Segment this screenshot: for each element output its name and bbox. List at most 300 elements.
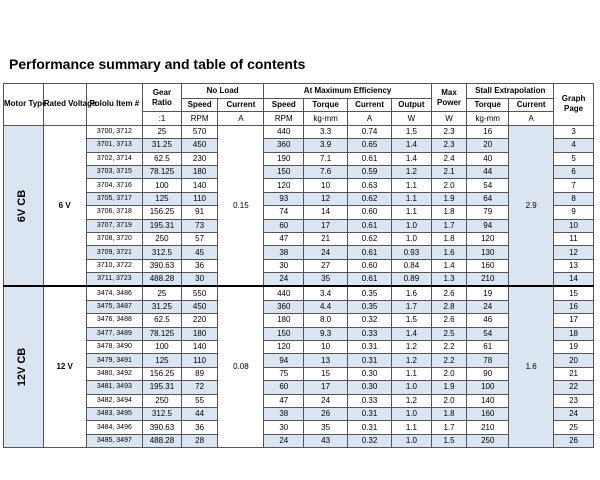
max-power-cell: 2.2 — [431, 354, 467, 367]
max-power-cell: 2.0 — [431, 394, 467, 407]
nl-speed-cell: 28 — [181, 434, 218, 447]
me-speed-cell: 38 — [264, 246, 304, 259]
gear-ratio-cell: 25 — [143, 125, 182, 138]
graph-page-cell: 9 — [554, 206, 594, 219]
me-speed-cell: 75 — [264, 367, 304, 380]
max-power-cell: 1.4 — [431, 259, 467, 272]
item-cell: 3706, 3718 — [86, 206, 142, 219]
nl-speed-cell: 30 — [181, 273, 218, 287]
nl-speed-cell: 180 — [181, 165, 218, 178]
nl-speed-cell: 110 — [181, 354, 218, 367]
me-torque-cell: 4.4 — [304, 300, 348, 313]
gear-ratio-cell: 100 — [143, 341, 182, 354]
me-speed-cell: 24 — [264, 273, 304, 287]
unit-nl-current: A — [218, 112, 264, 125]
unit-me-current: A — [348, 112, 392, 125]
graph-page-cell: 23 — [554, 394, 594, 407]
gear-ratio-cell: 125 — [143, 354, 182, 367]
me-speed-cell: 180 — [264, 314, 304, 327]
max-power-cell: 2.8 — [431, 300, 467, 313]
max-power-cell: 2.4 — [431, 152, 467, 165]
table-header — [4, 84, 594, 126]
nl-speed-cell: 55 — [181, 394, 218, 407]
gear-ratio-cell: 125 — [143, 192, 182, 205]
me-torque-cell: 21 — [304, 232, 348, 245]
stall-torque-cell: 16 — [467, 125, 509, 138]
col-me-torque: Torque — [304, 99, 348, 112]
me-speed-cell: 440 — [264, 286, 304, 300]
me-torque-cell: 14 — [304, 206, 348, 219]
max-power-cell: 1.7 — [431, 219, 467, 232]
graph-page-cell: 25 — [554, 421, 594, 434]
stall-current-cell: 1.6 — [509, 286, 554, 447]
stall-torque-cell: 19 — [467, 286, 509, 300]
me-current-cell: 0.32 — [348, 434, 392, 447]
me-speed-cell: 150 — [264, 165, 304, 178]
me-output-cell: 1.2 — [392, 341, 432, 354]
item-cell: 3483, 3495 — [86, 407, 142, 420]
stall-torque-cell: 61 — [467, 341, 509, 354]
table-row — [4, 179, 594, 192]
max-power-cell: 1.9 — [431, 381, 467, 394]
me-speed-cell: 38 — [264, 407, 304, 420]
max-power-cell: 1.9 — [431, 192, 467, 205]
stall-torque-cell: 54 — [467, 179, 509, 192]
max-power-cell: 1.6 — [431, 246, 467, 259]
me-output-cell: 1.1 — [392, 367, 432, 380]
graph-page-cell: 20 — [554, 354, 594, 367]
unit-me-torque: kg-mm — [304, 112, 348, 125]
me-torque-cell: 35 — [304, 421, 348, 434]
me-speed-cell: 47 — [264, 232, 304, 245]
stall-torque-cell: 250 — [467, 434, 509, 447]
unit-stall-torque: kg-mm — [467, 112, 509, 125]
max-power-cell: 1.8 — [431, 206, 467, 219]
me-current-cell: 0.35 — [348, 286, 392, 300]
me-torque-cell: 26 — [304, 407, 348, 420]
col-motor-type: Motor Type — [4, 84, 44, 126]
item-cell: 3482, 3494 — [86, 394, 142, 407]
me-torque-cell: 35 — [304, 273, 348, 287]
me-current-cell: 0.60 — [348, 206, 392, 219]
item-cell: 3474, 3486 — [86, 286, 142, 300]
table-row — [4, 125, 594, 138]
item-cell: 3485, 3497 — [86, 434, 142, 447]
me-torque-cell: 17 — [304, 219, 348, 232]
page-title: Performance summary and table of contents — [9, 56, 306, 72]
me-current-cell: 0.61 — [348, 246, 392, 259]
item-cell: 3476, 3488 — [86, 314, 142, 327]
me-output-cell: 0.84 — [392, 259, 432, 272]
table-row — [4, 165, 594, 178]
me-current-cell: 0.31 — [348, 354, 392, 367]
unit-stall-current: A — [509, 112, 554, 125]
me-output-cell: 1.2 — [392, 165, 432, 178]
me-torque-cell: 7.1 — [304, 152, 348, 165]
item-cell: 3708, 3720 — [86, 232, 142, 245]
stall-torque-cell: 64 — [467, 192, 509, 205]
me-speed-cell: 24 — [264, 434, 304, 447]
nl-speed-cell: 180 — [181, 327, 218, 340]
graph-page-cell: 7 — [554, 179, 594, 192]
stall-torque-cell: 130 — [467, 246, 509, 259]
me-current-cell: 0.30 — [348, 367, 392, 380]
stall-torque-cell: 120 — [467, 232, 509, 245]
table-row — [4, 232, 594, 245]
graph-page-cell: 21 — [554, 367, 594, 380]
me-current-cell: 0.60 — [348, 259, 392, 272]
item-cell: 3484, 3496 — [86, 421, 142, 434]
performance-table — [3, 83, 594, 448]
max-power-cell: 2.2 — [431, 341, 467, 354]
no-load-current-cell: 0.15 — [218, 125, 264, 286]
gear-ratio-cell: 390.63 — [143, 259, 182, 272]
item-cell: 3705, 3717 — [86, 192, 142, 205]
me-output-cell: 1.5 — [392, 314, 432, 327]
graph-page-cell: 14 — [554, 273, 594, 287]
nl-speed-cell: 550 — [181, 286, 218, 300]
graph-page-cell: 4 — [554, 139, 594, 152]
col-gear-ratio: Gear Ratio — [143, 84, 182, 112]
me-torque-cell: 27 — [304, 259, 348, 272]
stall-torque-cell: 44 — [467, 165, 509, 178]
stall-torque-cell: 100 — [467, 381, 509, 394]
max-power-cell: 1.3 — [431, 273, 467, 287]
graph-page-cell: 26 — [554, 434, 594, 447]
me-speed-cell: 47 — [264, 394, 304, 407]
gear-ratio-cell: 488.28 — [143, 434, 182, 447]
max-power-cell: 2.5 — [431, 327, 467, 340]
me-speed-cell: 360 — [264, 300, 304, 313]
me-output-cell: 1.0 — [392, 407, 432, 420]
table-row — [4, 381, 594, 394]
me-current-cell: 0.74 — [348, 125, 392, 138]
table-row — [4, 246, 594, 259]
gear-ratio-cell: 25 — [143, 286, 182, 300]
graph-page-cell: 18 — [554, 327, 594, 340]
me-output-cell: 1.0 — [392, 434, 432, 447]
me-torque-cell: 13 — [304, 354, 348, 367]
me-speed-cell: 60 — [264, 219, 304, 232]
gear-ratio-cell: 195.31 — [143, 381, 182, 394]
graph-page-cell: 5 — [554, 152, 594, 165]
me-torque-cell: 9.3 — [304, 327, 348, 340]
col-stall-extrapolation: Stall Extrapolation — [467, 84, 554, 99]
col-nl-speed: Speed — [181, 99, 218, 112]
item-cell: 3478, 3490 — [86, 341, 142, 354]
max-power-cell: 2.1 — [431, 165, 467, 178]
gear-ratio-cell: 488.28 — [143, 273, 182, 287]
table-row — [4, 434, 594, 447]
col-graph-page: Graph Page — [554, 84, 594, 126]
item-cell: 3704, 3716 — [86, 179, 142, 192]
nl-speed-cell: 91 — [181, 206, 218, 219]
table-body — [4, 125, 594, 447]
me-output-cell: 1.4 — [392, 327, 432, 340]
table-row — [4, 273, 594, 287]
nl-speed-cell: 140 — [181, 341, 218, 354]
graph-page-cell: 24 — [554, 407, 594, 420]
stall-torque-cell: 160 — [467, 259, 509, 272]
me-output-cell: 1.0 — [392, 232, 432, 245]
gear-ratio-cell: 250 — [143, 232, 182, 245]
table-row — [4, 327, 594, 340]
graph-page-cell: 17 — [554, 314, 594, 327]
table-row — [4, 259, 594, 272]
rated-voltage-cell: 12 V — [43, 286, 86, 447]
table-row — [4, 300, 594, 313]
me-torque-cell: 7.6 — [304, 165, 348, 178]
item-cell: 3702, 3714 — [86, 152, 142, 165]
col-no-load: No Load — [181, 84, 264, 99]
gear-ratio-cell: 250 — [143, 394, 182, 407]
me-output-cell: 1.7 — [392, 300, 432, 313]
me-output-cell: 1.0 — [392, 381, 432, 394]
me-speed-cell: 120 — [264, 341, 304, 354]
item-cell: 3703, 3715 — [86, 165, 142, 178]
me-torque-cell: 24 — [304, 394, 348, 407]
me-torque-cell: 12 — [304, 192, 348, 205]
stall-torque-cell: 54 — [467, 327, 509, 340]
table-row — [4, 407, 594, 420]
nl-speed-cell: 140 — [181, 179, 218, 192]
gear-ratio-cell: 62.5 — [143, 152, 182, 165]
graph-page-cell: 13 — [554, 259, 594, 272]
stall-torque-cell: 210 — [467, 421, 509, 434]
col-me-speed: Speed — [264, 99, 304, 112]
gear-ratio-cell: 312.5 — [143, 246, 182, 259]
max-power-cell: 2.0 — [431, 179, 467, 192]
item-cell: 3709, 3721 — [86, 246, 142, 259]
graph-page-cell: 15 — [554, 286, 594, 300]
me-output-cell: 1.1 — [392, 421, 432, 434]
me-speed-cell: 30 — [264, 421, 304, 434]
unit-max-power: W — [431, 112, 467, 125]
me-speed-cell: 120 — [264, 179, 304, 192]
me-speed-cell: 60 — [264, 381, 304, 394]
nl-speed-cell: 570 — [181, 125, 218, 138]
graph-page-cell: 3 — [554, 125, 594, 138]
me-torque-cell: 8.0 — [304, 314, 348, 327]
stall-torque-cell: 94 — [467, 219, 509, 232]
item-cell: 3701, 3713 — [86, 139, 142, 152]
me-current-cell: 0.31 — [348, 421, 392, 434]
stall-torque-cell: 78 — [467, 354, 509, 367]
table-row — [4, 219, 594, 232]
me-current-cell: 0.31 — [348, 407, 392, 420]
nl-speed-cell: 89 — [181, 367, 218, 380]
item-cell: 3481, 3493 — [86, 381, 142, 394]
item-cell: 3477, 3489 — [86, 327, 142, 340]
me-output-cell: 0.93 — [392, 246, 432, 259]
me-speed-cell: 30 — [264, 259, 304, 272]
item-cell: 3480, 3492 — [86, 367, 142, 380]
gear-ratio-cell: 62.5 — [143, 314, 182, 327]
nl-speed-cell: 450 — [181, 139, 218, 152]
nl-speed-cell: 45 — [181, 246, 218, 259]
me-current-cell: 0.31 — [348, 341, 392, 354]
table-row — [4, 139, 594, 152]
unit-gear-ratio: :1 — [143, 112, 182, 125]
item-cell: 3475, 3487 — [86, 300, 142, 313]
me-torque-cell: 3.3 — [304, 125, 348, 138]
graph-page-cell: 19 — [554, 341, 594, 354]
max-power-cell: 1.5 — [431, 434, 467, 447]
rated-voltage-cell: 6 V — [43, 125, 86, 286]
unit-me-output: W — [392, 112, 432, 125]
me-current-cell: 0.62 — [348, 232, 392, 245]
graph-page-cell: 10 — [554, 219, 594, 232]
me-output-cell: 1.4 — [392, 152, 432, 165]
graph-page-cell: 16 — [554, 300, 594, 313]
col-at-max-efficiency: At Maximum Efficiency — [264, 84, 431, 99]
me-speed-cell: 74 — [264, 206, 304, 219]
table-row — [4, 192, 594, 205]
item-cell: 3710, 3722 — [86, 259, 142, 272]
stall-torque-cell: 90 — [467, 367, 509, 380]
col-me-output: Output — [392, 99, 432, 112]
me-output-cell: 1.5 — [392, 125, 432, 138]
table-row — [4, 341, 594, 354]
table-row — [4, 286, 594, 300]
me-output-cell: 1.6 — [392, 286, 432, 300]
nl-speed-cell: 230 — [181, 152, 218, 165]
nl-speed-cell: 36 — [181, 421, 218, 434]
gear-ratio-cell: 31.25 — [143, 300, 182, 313]
graph-page-cell: 11 — [554, 232, 594, 245]
me-torque-cell: 10 — [304, 341, 348, 354]
me-torque-cell: 10 — [304, 179, 348, 192]
gear-ratio-cell: 31.25 — [143, 139, 182, 152]
me-torque-cell: 3.9 — [304, 139, 348, 152]
no-load-current-cell: 0.08 — [218, 286, 264, 447]
me-current-cell: 0.65 — [348, 139, 392, 152]
stall-torque-cell: 46 — [467, 314, 509, 327]
nl-speed-cell: 36 — [181, 259, 218, 272]
unit-me-speed: RPM — [264, 112, 304, 125]
col-nl-current: Current — [218, 99, 264, 112]
me-current-cell: 0.63 — [348, 179, 392, 192]
max-power-cell: 2.0 — [431, 367, 467, 380]
motor-type-cell — [4, 286, 44, 447]
table-row — [4, 367, 594, 380]
nl-speed-cell: 44 — [181, 407, 218, 420]
col-stall-torque: Torque — [467, 99, 509, 112]
graph-page-cell: 22 — [554, 381, 594, 394]
me-current-cell: 0.59 — [348, 165, 392, 178]
graph-page-cell: 8 — [554, 192, 594, 205]
gear-ratio-cell: 156.25 — [143, 367, 182, 380]
me-output-cell: 0.89 — [392, 273, 432, 287]
stall-torque-cell: 20 — [467, 139, 509, 152]
me-current-cell: 0.33 — [348, 327, 392, 340]
me-current-cell: 0.35 — [348, 300, 392, 313]
max-power-cell: 1.7 — [431, 421, 467, 434]
me-output-cell: 1.0 — [392, 219, 432, 232]
item-cell: 3479, 3491 — [86, 354, 142, 367]
col-me-current: Current — [348, 99, 392, 112]
me-current-cell: 0.61 — [348, 219, 392, 232]
me-speed-cell: 440 — [264, 125, 304, 138]
stall-torque-cell: 79 — [467, 206, 509, 219]
gear-ratio-cell: 312.5 — [143, 407, 182, 420]
stall-torque-cell: 140 — [467, 394, 509, 407]
me-current-cell: 0.32 — [348, 314, 392, 327]
graph-page-cell: 12 — [554, 246, 594, 259]
table-row — [4, 152, 594, 165]
nl-speed-cell: 110 — [181, 192, 218, 205]
table-row — [4, 314, 594, 327]
graph-page-cell: 6 — [554, 165, 594, 178]
table-row — [4, 394, 594, 407]
me-torque-cell: 15 — [304, 367, 348, 380]
me-speed-cell: 360 — [264, 139, 304, 152]
me-output-cell: 1.1 — [392, 179, 432, 192]
stall-torque-cell: 40 — [467, 152, 509, 165]
table-row — [4, 206, 594, 219]
me-torque-cell: 43 — [304, 434, 348, 447]
nl-speed-cell: 220 — [181, 314, 218, 327]
nl-speed-cell: 57 — [181, 232, 218, 245]
me-output-cell: 1.2 — [392, 394, 432, 407]
stall-current-cell: 2.9 — [509, 125, 554, 286]
gear-ratio-cell: 100 — [143, 179, 182, 192]
me-output-cell: 1.1 — [392, 206, 432, 219]
table-row — [4, 354, 594, 367]
me-current-cell: 0.62 — [348, 192, 392, 205]
me-current-cell: 0.33 — [348, 394, 392, 407]
max-power-cell: 1.8 — [431, 232, 467, 245]
me-torque-cell: 3.4 — [304, 286, 348, 300]
motor-type-label: 12V CB — [16, 348, 29, 387]
gear-ratio-cell: 156.25 — [143, 206, 182, 219]
me-speed-cell: 94 — [264, 354, 304, 367]
me-torque-cell: 17 — [304, 381, 348, 394]
me-current-cell: 0.61 — [348, 152, 392, 165]
stall-torque-cell: 210 — [467, 273, 509, 287]
item-cell: 3711, 3723 — [86, 273, 142, 287]
max-power-cell: 2.3 — [431, 139, 467, 152]
me-torque-cell: 24 — [304, 246, 348, 259]
col-rated-voltage: Rated Voltage — [43, 84, 86, 126]
col-pololu-item: Pololu Item # — [86, 84, 142, 126]
unit-nl-speed: RPM — [181, 112, 218, 125]
nl-speed-cell: 450 — [181, 300, 218, 313]
me-speed-cell: 93 — [264, 192, 304, 205]
nl-speed-cell: 73 — [181, 219, 218, 232]
me-output-cell: 1.4 — [392, 139, 432, 152]
table-row — [4, 421, 594, 434]
stall-torque-cell: 160 — [467, 407, 509, 420]
gear-ratio-cell: 78.125 — [143, 327, 182, 340]
me-output-cell: 1.1 — [392, 192, 432, 205]
col-stall-current: Current — [509, 99, 554, 112]
gear-ratio-cell: 390.63 — [143, 421, 182, 434]
motor-type-cell — [4, 125, 44, 286]
max-power-cell: 2.6 — [431, 314, 467, 327]
nl-speed-cell: 72 — [181, 381, 218, 394]
item-cell: 3700, 3712 — [86, 125, 142, 138]
gear-ratio-cell: 195.31 — [143, 219, 182, 232]
motor-type-label: 6V CB — [16, 189, 29, 222]
me-speed-cell: 150 — [264, 327, 304, 340]
stall-torque-cell: 24 — [467, 300, 509, 313]
me-output-cell: 1.2 — [392, 354, 432, 367]
col-max-power: Max Power — [431, 84, 467, 112]
max-power-cell: 1.8 — [431, 407, 467, 420]
me-current-cell: 0.61 — [348, 273, 392, 287]
gear-ratio-cell: 78.125 — [143, 165, 182, 178]
